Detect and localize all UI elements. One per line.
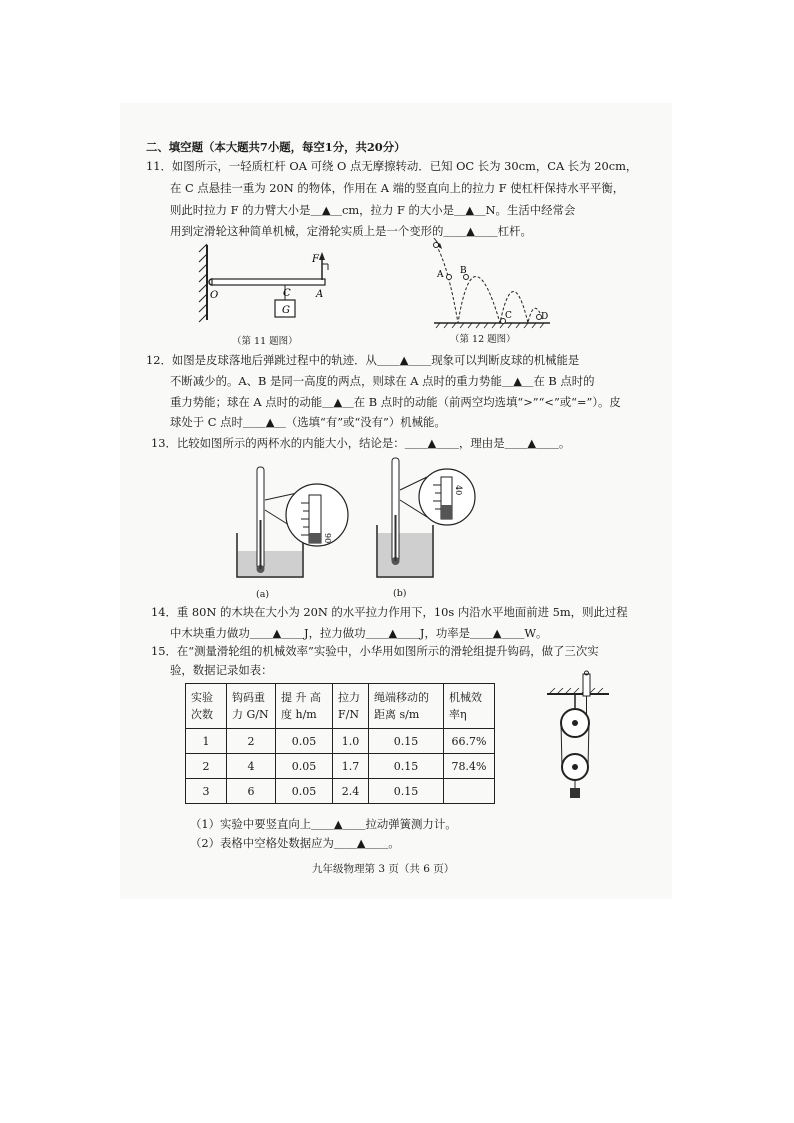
label-O: O — [210, 290, 219, 301]
table-row: 1 2 0.05 1.0 0.15 66.7% — [186, 729, 495, 754]
label-C2: C — [505, 311, 512, 321]
label-A2: A — [437, 270, 444, 280]
q14-line-2: 中木块重力做功＿＿▲＿＿J，拉力做功＿＿▲＿＿J，功率是＿＿▲＿＿W。 — [170, 626, 548, 640]
th-distance: 绳端移动的距离 s/m — [369, 684, 444, 729]
label-b: (b) — [393, 588, 407, 599]
q11-line-1: 11．如图所示，一轻质杠杆 OA 可绕 O 点无摩擦转动．已知 OC 长为 30cm，CA 长为 20cm， — [146, 159, 638, 173]
q14-line-1: 14．重 80N 的木块在大小为 20N 的水平拉力作用下，10s 内沿水平地面前进 5m，则此过程 — [151, 605, 628, 619]
label-C: C — [283, 288, 291, 299]
section-title: 二、填空题（本大题共7小题，每空1分，共20分） — [146, 140, 406, 154]
q13-line: 13．比较如图所示的两杯水的内能大小，结论是：＿＿▲＿＿，理由是＿＿▲＿＿。 — [151, 436, 571, 450]
q15-line-2: 验，数据记录如表： — [170, 663, 273, 677]
label-D2: D — [541, 312, 549, 322]
label-F: F — [312, 254, 319, 265]
lever-figure — [195, 240, 345, 325]
q12-line-1: 12．如图是皮球落地后弹跳过程中的轨迹．从＿＿▲＿＿现象可以判断皮球的机械能是 — [146, 353, 580, 367]
label-a: (a) — [256, 589, 270, 600]
table-row: 2 4 0.05 1.7 0.15 78.4% — [186, 754, 495, 779]
q15-line-1: 15．在“测量滑轮组的机械效率”实验中，小华用如图所示的滑轮组提升钩码，做了三次实 — [151, 644, 599, 658]
q11-line-4: 用到定滑轮这种简单机械，定滑轮实质上是一个变形的＿＿▲＿＿杠杆。 — [170, 224, 532, 238]
label-G: G — [282, 305, 290, 316]
q15-sub1: （1）实验中要竖直向上＿＿▲＿＿拉动弹簧测力计。 — [190, 817, 457, 831]
beaker-a — [225, 455, 350, 585]
q12-caption: （第 12 题图） — [450, 334, 516, 345]
table-row: 3 6 0.05 2.4 0.15 — [186, 779, 495, 804]
q15-sub2: （2）表格中空格处数据应为＿＿▲＿＿。 — [190, 836, 400, 850]
q12-line-2: 不断减少的。A、B 是同一高度的两点，则球在 A 点时的重力势能＿▲＿在 B 点时的 — [170, 374, 595, 388]
pulley-figure — [545, 670, 615, 805]
label-A: A — [316, 289, 324, 300]
q12-line-3: 重力势能；球在 A 点时的动能＿▲＿在 B 点时的动能（前两空均选填“>”“<”或“=”）。皮 — [170, 395, 621, 409]
th-trial: 实验次数 — [186, 684, 227, 729]
thermo-a-reading: 90 — [323, 533, 332, 544]
th-force: 拉力 F/N — [333, 684, 369, 729]
beaker-b — [365, 455, 490, 585]
label-B2: B — [460, 266, 467, 276]
page-footer: 九年级物理第 3 页（共 6 页） — [312, 863, 455, 875]
th-weight: 钩码重力 G/N — [227, 684, 276, 729]
th-height: 提 升 高度 h/m — [276, 684, 333, 729]
q11-line-3: 则此时拉力 F 的力臂大小是＿▲＿cm，拉力 F 的大小是＿▲＿N。生活中经常会 — [170, 203, 576, 217]
thermo-b-reading: 40 — [454, 485, 463, 496]
bounce-figure — [428, 235, 558, 330]
data-table — [185, 683, 495, 804]
q12-line-4: 球处于 C 点时＿＿▲＿（选填“有”或“没有”）机械能。 — [170, 415, 446, 429]
th-efficiency: 机械效率η — [444, 684, 495, 729]
q11-line-2: 在 C 点悬挂一重为 20N 的物体，作用在 A 端的竖直向上的拉力 F 使杠杆保持水平平衡， — [170, 181, 625, 195]
q11-caption: （第 11 题图） — [232, 336, 298, 347]
